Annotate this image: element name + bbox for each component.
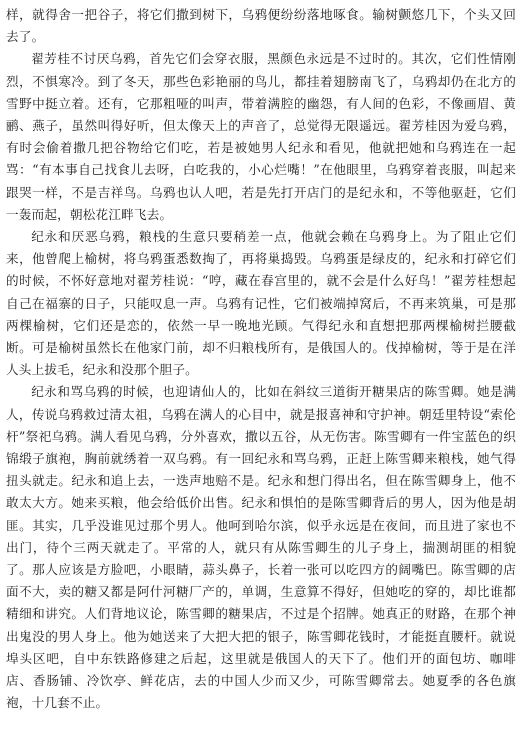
paragraph-continuation: 样，就得舍一把谷子，将它们撒到树下，乌鸦便纷纷落地啄食。输树颤悠几下，个头又回去了。 (6, 7, 516, 45)
paragraph-zhai-fanggui: 翟芳桂不讨厌乌鸦，首先它们会穿衣服，黑颜色永远是不过时的。其次，它们性情刚烈，不惧寒冷。到了冬天，那些色彩艳丽的鸟儿，都挂着翅膀南飞了，乌鸦却仍在北方的雪野中挺立着。还有，它那粗哑的叫声，带着满腔的幽怨，有人间的色彩，不像画眉、黄鹂、燕子，虽然叫得好听，但太像天上的声音了，总觉得无限遥远。翟芳桂因为爱乌鸦，有时会偷着撒几把谷物给它们吃，若是被她男人纪永和看见，他就把她和乌鸦连在一起骂：“有本事自己找食儿去呀，白吃我的，小心烂嘴！”在他眼里，乌鸦穿着丧服，叫起来跟哭一样，不是吉祥鸟。乌鸦也认人吧，若是先打开店门的是纪永和，不等他驱赶，它们一轰而起，朝松花江畔飞去。 (6, 51, 516, 222)
paragraph-ji-yonghe: 纪永和厌恶乌鸦，粮栈的生意只要稍差一点，他就会赖在乌鸦身上。为了阻止它们来，他曾爬上榆树，将乌鸦蛋悉数掏了，再将巢捣毁。乌鸦蛋是绿皮的，纪永和打碎它们的时候，不怀好意地对翟芳桂说：“哼，藏在春宫里的，就不会是什么好鸟！”翟芳桂想起自己在福寨的日子，只能叹息一声。乌鸦有记性，它们被端掉窝后，不再来筑巢，可是那两棵榆树，它们还是恋的，依然一早一晚地光顾。气得纪永和直想把那两棵榆树拦腰截断。可是榆树虽然长在他家门前，却不归粮栈所有，是俄国人的。伐掉榆树，等于是在洋人头上拔毛，纪永和没那个胆子。 (6, 229, 516, 378)
document-body (6, 4, 516, 715)
paragraph-chen-xueqing: 纪永和骂乌鸦的时候，也迎请仙人的，比如在斜纹三道街开糖果店的陈雪卿。她是满人，传说乌鸦救过清太祖，乌鸦在满人的心目中，就是报喜神和守护神。朝廷里特设“索伦杆”祭祀乌鸦。满人看见乌鸦，分外喜欢，撒以五谷，从无伤害。陈雪卿有一件宝蓝色的织锦缎子旗袍，胸前就绣着一双乌鸦。有一回纪永和骂乌鸦，正赶上陈雪卿来粮栈，她气得扭头就走。纪永和追上去，一迭声地赔不是。纪永和想门得出名，但在陈雪卿身上，他不敢太大方。她来买粮，他会给低价出售。纪永和惧怕的是陈雪卿背后的男人，因为他是胡匪。其实，几乎没谁见过那个男人。他呵到哈尔滨，似乎永远是在夜间，而且进了家也不出门，待个三两天就走了。平常的人，就只有从陈雪卿生的儿子身上，揣测胡匪的相貌了。那人应该是方脸吧，小眼睛，蒜头鼻子，长着一张可以吃四方的阔嘴巴。陈雪卿的店面不大，卖的糖又都是阿什河糖厂产的，单调，生意算不得好，但她吃的穿的，却比谁都精细和讲究。人们背地议论，陈雪卿的糖果店，不过是个招牌。她真正的财路，在那个神出鬼没的男人身上。他为她送来了大把大把的银子，陈雪卿花钱时，才能挺直腰杆。就说埠头区吧，自中东铁路修建之后起，这里就是俄国人的天下了。他们开的面包坊、咖啡店、香肠铺、冷饮亭、鲜花店，去的中国人少而又少，可陈雪卿常去。她夏季的各色旗袍，十几套不止。 (6, 384, 516, 711)
